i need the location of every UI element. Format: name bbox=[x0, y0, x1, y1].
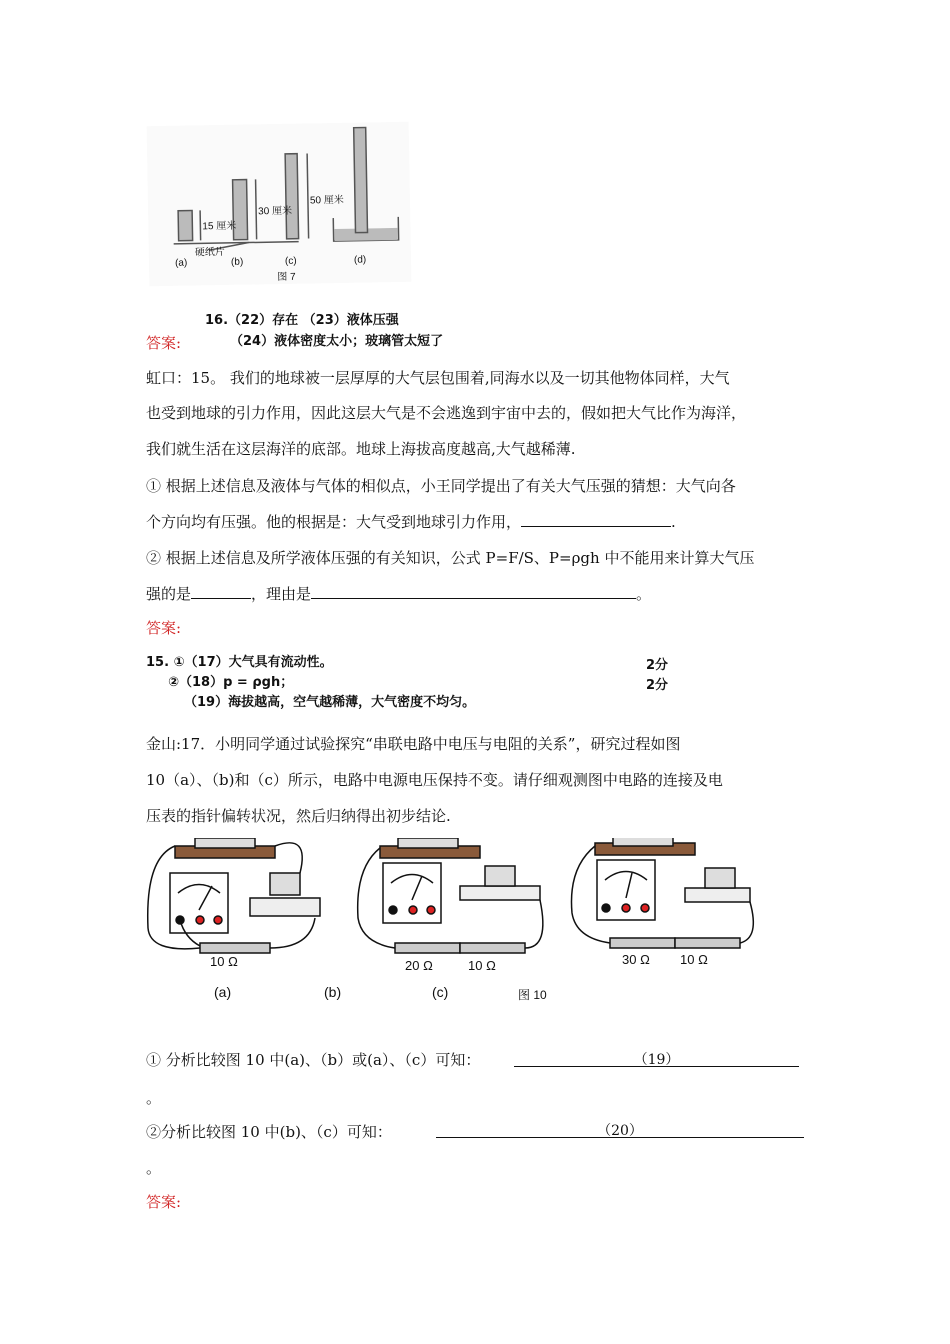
q15-line-5-text: 个方向均有压强。他的根据是：大气受到地球引力作用， bbox=[146, 513, 522, 531]
q17-blank-20 bbox=[436, 1120, 804, 1138]
q17-part-1: ① 分析比较图 10 中(a)、（b）或(a）、（c）可知： bbox=[146, 1051, 481, 1069]
fig10-caption-a: (a) bbox=[214, 984, 232, 1000]
q15-blank-18 bbox=[191, 584, 251, 599]
q15-line-3: 我们就生活在这层海洋的底部。地球上海拔高度越高,大气越稀薄. bbox=[146, 440, 576, 458]
q15-line-1: 虹口：15。 我们的地球被一层厚厚的大气层包围着,同海水以及一切其他物体同样，大气 bbox=[146, 369, 730, 387]
figure-7 bbox=[147, 122, 412, 287]
fig7-label-a: (a) bbox=[174, 257, 188, 269]
answer-15-score-1: 2分 bbox=[646, 658, 669, 673]
answer-16-line-2: （24）液体密度太小；玻璃管太短了 bbox=[230, 334, 444, 349]
fig7-label-d: (d) bbox=[353, 254, 367, 266]
answer-15-line-1: 15. ①（17）大气具有流动性。 bbox=[146, 655, 333, 670]
fig10-resistor-a: 10 Ω bbox=[210, 954, 238, 969]
answer-15-line-2: ②（18）p = ρgh； bbox=[168, 675, 294, 690]
fig10-caption-c: (c) bbox=[432, 984, 449, 1000]
fig10-resistor-c1: 30 Ω bbox=[622, 952, 650, 967]
figure-10-drawing bbox=[140, 838, 780, 1008]
q17-blank-19-label: （19） bbox=[633, 1052, 680, 1068]
q17-line-2: 10（a）、（b)和（c）所示，电路中电源电压保持不变。请仔细观测图中电路的连接及电 bbox=[146, 771, 723, 789]
fig7-label-30: 30 厘米 bbox=[258, 205, 293, 218]
q15-line-6: ② 根据上述信息及所学液体压强的有关知识，公式 P=F/S、P=ρgh 中不能用来计算大气压 bbox=[146, 549, 755, 567]
q15-line-2: 也受到地球的引力作用，因此这层大气是不会逃逸到宇宙中去的，假如把大气比作为海洋， bbox=[146, 404, 747, 422]
fig7-label-15: 15 厘米 bbox=[202, 220, 237, 233]
q15-line-5-period: . bbox=[671, 513, 676, 531]
q17-part-2-end: 。 bbox=[146, 1159, 162, 1177]
q15-line-7-reason: ，理由是 bbox=[251, 585, 312, 603]
q17-blank-19 bbox=[514, 1049, 799, 1067]
fig10-resistor-b1: 20 Ω bbox=[405, 958, 433, 973]
fig7-caption: 图 7 bbox=[277, 271, 296, 284]
q15-line-4: ① 根据上述信息及液体与气体的相似点，小王同学提出了有关大气压强的猜想：大气向各 bbox=[146, 477, 736, 495]
fig10-caption: 图 10 bbox=[518, 988, 547, 1002]
answer-label-1: 答案: bbox=[146, 334, 182, 352]
answer-label-2: 答案: bbox=[146, 619, 182, 637]
figure-10 bbox=[140, 838, 780, 1008]
q15-line-7 bbox=[146, 584, 651, 604]
q17-line-3: 压表的指针偏转状况，然后归纳得出初步结论. bbox=[146, 807, 451, 825]
fig10-resistor-c2: 10 Ω bbox=[680, 952, 708, 967]
q15-line-7-end: 。 bbox=[636, 585, 652, 603]
q17-part-2: ②分析比较图 10 中(b)、（c）可知： bbox=[146, 1123, 392, 1141]
answer-15-line-3: （19）海拔越高，空气越稀薄，大气密度不均匀。 bbox=[184, 695, 476, 710]
answer-15-score-2: 2分 bbox=[646, 678, 669, 693]
fig10-caption-b: (b) bbox=[324, 984, 342, 1000]
q17-line-1: 金山:17．小明同学通过试验探究“串联电路中电压与电阻的关系”，研究过程如图 bbox=[146, 735, 681, 753]
answer-label-3: 答案: bbox=[146, 1193, 182, 1211]
q17-part-1-end: 。 bbox=[146, 1089, 162, 1107]
q15-line-5 bbox=[146, 512, 676, 532]
answer-16-line-1: 16.（22）存在 （23）液体压强 bbox=[205, 313, 399, 328]
fig10-resistor-b2: 10 Ω bbox=[468, 958, 496, 973]
q15-blank-19 bbox=[311, 584, 636, 599]
fig7-label-50: 50 厘米 bbox=[309, 194, 344, 207]
fig7-label-card: 硬纸片 bbox=[194, 246, 225, 259]
fig7-label-c: (c) bbox=[284, 255, 297, 267]
fig7-label-b: (b) bbox=[230, 256, 244, 268]
q15-blank-17 bbox=[521, 512, 671, 527]
q17-blank-20-label: （20） bbox=[597, 1123, 643, 1139]
q15-line-7-text: 强的是 bbox=[146, 585, 192, 603]
